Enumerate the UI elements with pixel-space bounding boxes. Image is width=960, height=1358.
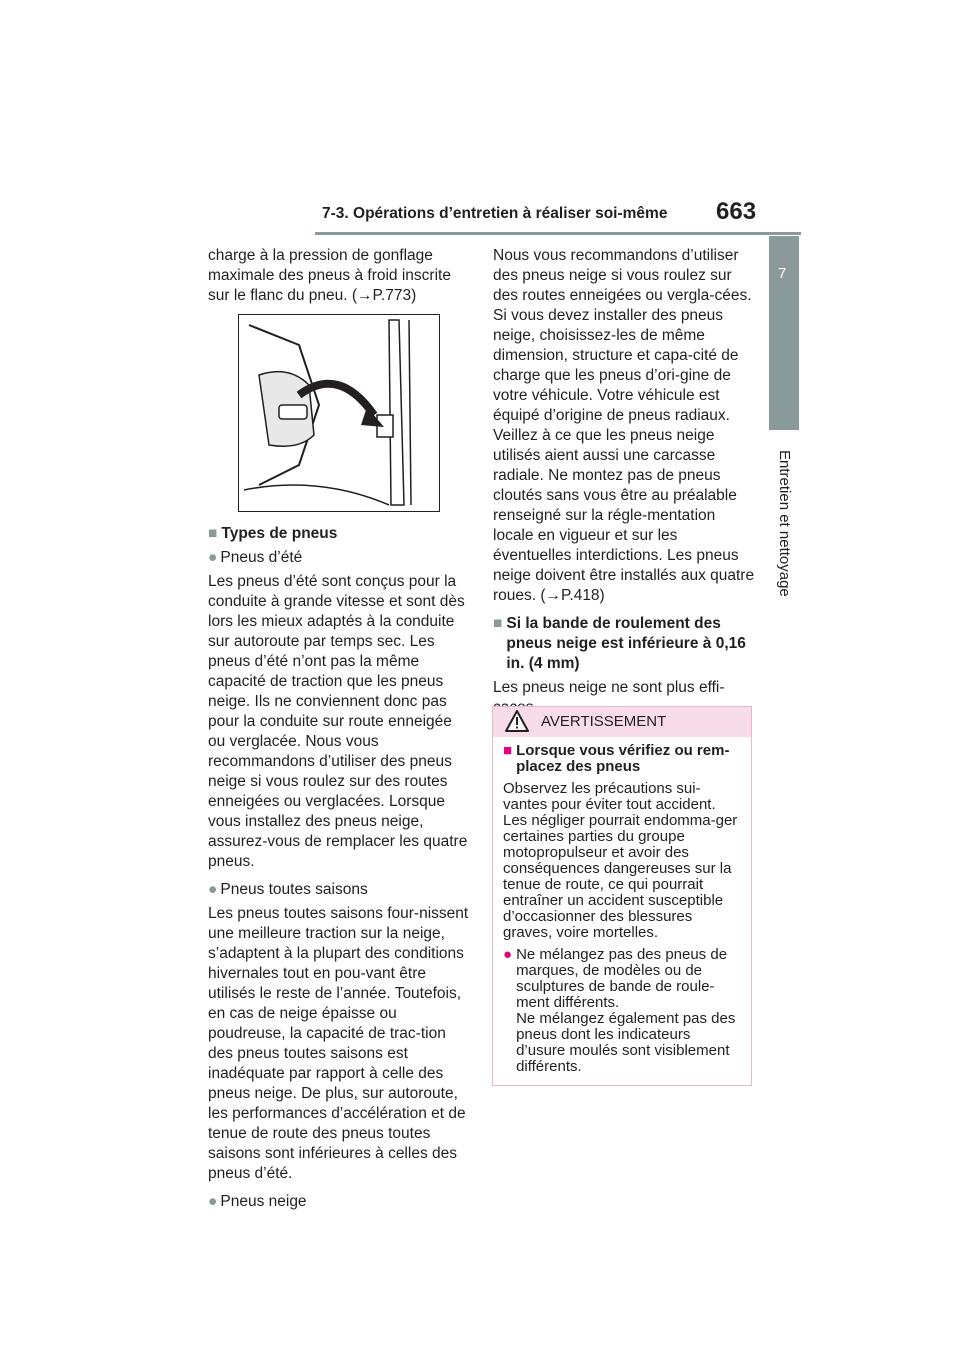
warning-triangle-icon (505, 710, 529, 732)
warning-bullet-text: Ne mélangez pas des pneus de marques, de modèles ou de sculptures de bande de roule-ment différents. (516, 946, 728, 1011)
types-heading (208, 524, 470, 544)
snow-bullet (208, 1192, 470, 1212)
square-bullet-icon: ■ (493, 615, 503, 632)
tread-heading-label: Si la bande de roulement des pneus neige est inférieure à 0,16 in. (4 mm) (506, 615, 746, 672)
snow-text: Nous vous recommandons d’utiliser des pneus neige si vous roulez sur des routes enneigées ou vergla-cées. Si vous devez installer des pneus neige, choisissez-les de même dimension, structure et capa-cité de charge que les pneus d’ori-gine de votre véhicule. Votre véhicule est équipé d’origine de pneus radiaux. Veillez à ce que les pneus neige utilisés aient aussi une carcasse radiale. Ne montez pas de pneus cloutés sans vous être au préalable renseigné sur la régle-mentation locale en vigueur et sur les éventuelles interdictions. Les pneus neige doivent être installés aux quatre roues. (→P.418) (493, 247, 755, 604)
warning-title: AVERTISSEMENT (541, 713, 667, 730)
door-pillar-drawing (239, 315, 439, 511)
left-column (208, 246, 470, 1216)
warning-heading (503, 743, 741, 775)
warning-bullet-continued: Ne mélangez également pas des pneus dont les indicateurs d’usure moulés sont visiblement différents. (516, 1010, 736, 1075)
round-bullet-icon: ● (208, 1193, 218, 1210)
square-bullet-icon: ■ (208, 525, 218, 542)
allseason-label: Pneus toutes saisons (220, 881, 368, 898)
summer-text: Les pneus d’été sont conçus pour la conduite à grande vitesse et sont dès lors les mieux adaptés à la conduite sur autoroute par temps sec. Les pneus d’été n’ont pas la même capacité de traction que les pneus neige. Ils ne conviennent donc pas pour la conduite sur route enneigée ou verglacée. Nous vous recommandons d’utiliser des pneus neige si vous roulez sur des routes enneigées ou verglacées. Lorsque vous installez des pneus neige, assurez-vous de remplacer les quatre pneus. (208, 573, 468, 870)
warning-bullet (503, 947, 741, 1075)
square-bullet-icon: ■ (503, 742, 513, 759)
intro-text: charge à la pression de gonflage maximale des pneus à froid inscrite sur le flanc du pneu. (→P.773) (208, 247, 451, 304)
snow-label: Pneus neige (220, 1193, 307, 1210)
warning-body (493, 737, 751, 1081)
tread-text: Les pneus neige ne sont plus effi- (493, 679, 725, 696)
header-rule (315, 232, 801, 235)
round-bullet-icon: ● (503, 946, 513, 963)
tread-heading (493, 614, 755, 674)
warning-intro: Observez les précautions sui-vantes pour éviter tout accident. Les négliger pourrait endomma-ger certaines parties du groupe motopropulseur et avoir des conséquences dangereuses sur la tenue de route, ce qui pourrait entraîner un accident susceptible d’occasionner des blessures graves, voire mortelles. (503, 780, 738, 941)
warning-box (492, 706, 752, 1086)
round-bullet-icon: ● (208, 549, 218, 566)
warning-heading-label: Lorsque vous vérifiez ou rem-placez des pneus (516, 742, 730, 775)
round-bullet-icon: ● (208, 881, 218, 898)
section-title: 7-3. Opérations d’entretien à réaliser soi-même (322, 205, 668, 222)
chapter-side-label (770, 450, 800, 970)
right-column (493, 246, 755, 726)
warning-bullet-content (516, 947, 741, 1075)
warning-header (493, 707, 751, 737)
allseason-text: Les pneus toutes saisons four-nissent une meilleure traction sur la neige, s’adaptent à la plupart des conditions hivernales tout en pou-vant être utilisés le reste de l’année. Toutefois, en cas de neige épaisse ou poudreuse, la capacité de trac-tion des pneus toutes saisons est inadéquate par rapport à celle des pneus neige. De plus, sur autoroute, les performances d’accélération et de tenue de route des pneus toutes saisons sont inférieures à celles des pneus d’été. (208, 905, 469, 1182)
summer-label: Pneus d’été (220, 549, 303, 566)
page-number: 663 (716, 198, 757, 225)
summer-bullet (208, 548, 470, 568)
allseason-bullet (208, 880, 470, 900)
chapter-title: Entretien et nettoyage (776, 450, 793, 597)
types-heading-label: Types de pneus (221, 525, 338, 542)
tire-label-illustration (238, 314, 440, 512)
chapter-number: 7 (778, 265, 787, 282)
